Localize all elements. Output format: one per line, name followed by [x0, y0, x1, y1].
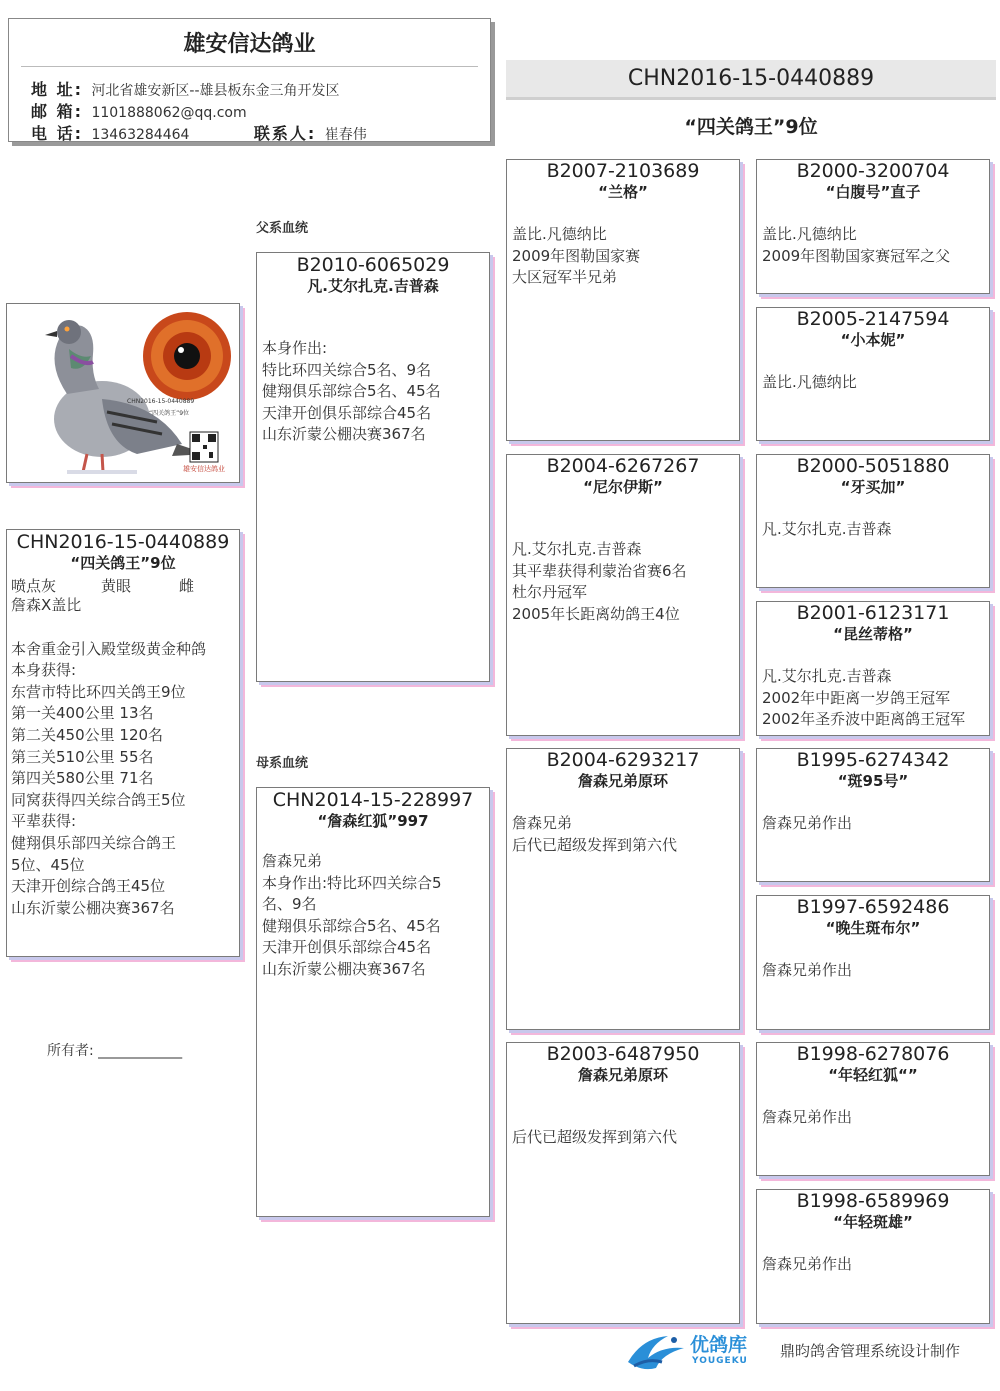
grandparent-nickname: 詹森兄弟原环: [577, 1066, 668, 1084]
great-grandparent-nickname: “牙买加”: [840, 478, 906, 496]
great-grandparent-nickname: “小本妮”: [840, 331, 906, 349]
address-row: [31, 77, 340, 100]
sire-nickname: 凡.艾尔扎克.吉普森: [307, 277, 439, 295]
pigeon-illustration: [7, 304, 239, 482]
dam-description: 詹森兄弟 本身作出:特比环四关综合5 名、9名 健翔俱乐部综合5名、45名 天津开创俱乐部综合45名 山东沂蒙公棚决赛367名: [262, 852, 442, 978]
grandparent-card: [506, 748, 740, 1030]
grandparent-description: 后代已超级发挥到第六代: [512, 1128, 678, 1146]
great-grandparent-ring: B2000-3200704: [796, 160, 950, 182]
grandparent-ring: B2004-6293217: [546, 749, 700, 771]
great-grandparent-description: 凡.艾尔扎克.吉普森: [762, 520, 892, 538]
grandparent-description: 凡.艾尔扎克.吉普森 其平辈获得利蒙治省赛6名 杜尔丹冠军 2005年长距离幼鸽王4位: [512, 540, 687, 623]
great-grandparent-nickname: “斑95号”: [837, 772, 909, 790]
great-grandparent-nickname: “年轻红狐“”: [828, 1066, 918, 1084]
company-name: 雄安信达鸽业: [183, 32, 316, 57]
subject-nickname: “四关鸽王”9位: [70, 554, 176, 572]
great-grandparent-description: 詹森兄弟作出: [762, 961, 853, 979]
great-grandparent-nickname: “白腹号”直子: [825, 183, 921, 201]
phone-label: 电 话:: [31, 124, 83, 143]
grandparent-description: 盖比.凡德纳比 2009年图勒国家赛 大区冠军半兄弟: [512, 225, 641, 287]
phone-value: 13463284464: [91, 127, 190, 143]
photo-caption-ring: CHN2016-15-0440889: [127, 398, 195, 405]
great-grandparent-card: [756, 1189, 990, 1324]
great-grandparent-ring: B2000-5051880: [796, 455, 950, 477]
grandparent-ring: B2007-2103689: [546, 160, 700, 182]
subject-card: [6, 529, 240, 957]
dam-line-label: 母系血统: [256, 756, 309, 771]
grandparent-nickname: “尼尔伊斯”: [583, 478, 663, 496]
grandparent-nickname: “兰格”: [598, 183, 648, 201]
photo-caption-title: “四关鸽王”9位: [149, 410, 190, 417]
great-grandparent-card: [756, 601, 990, 736]
great-grandparent-card: [756, 159, 990, 294]
subject-traits: [7, 573, 239, 595]
address-label: 地 址:: [31, 80, 83, 99]
great-grandparent-ring: B2005-2147594: [796, 308, 950, 330]
great-grandparent-description: 盖比.凡德纳比: [762, 373, 857, 391]
great-grandparent-nickname: “年轻斑雄”: [833, 1213, 913, 1231]
grandparent-card: [506, 1042, 740, 1324]
great-grandparent-card: [756, 895, 990, 1030]
phone-row: [31, 121, 367, 144]
subject-description: 本舍重金引入殿堂级黄金种鸽 本身获得: 东营市特比环四关鸽王9位 第一关400公里 13名 第二关450公里 120名 第三关510公里 55名 第四关580公里 71名 同窝获得四关综合鸽王5位 平辈获得: 健翔俱乐部四关综合鸽王 5位、45位 天津开创综合鸽王45位 山东沂蒙公棚决赛367名: [11, 639, 207, 917]
subject-ring: CHN2016-15-0440889: [16, 531, 230, 553]
dam-card: [256, 787, 490, 1217]
great-grandparent-ring: B1997-6592486: [796, 896, 950, 918]
wave-logo-icon: [622, 1328, 692, 1374]
owner-field: 所有者: ____________: [47, 1043, 183, 1059]
great-grandparent-description: 詹森兄弟作出: [762, 814, 853, 832]
subject-eye: 黄眼: [101, 577, 132, 595]
dam-nickname: “詹森红狐”997: [317, 812, 429, 830]
great-grandparent-ring: B1998-6278076: [796, 1043, 950, 1065]
great-grandparent-card: [756, 1042, 990, 1176]
subject-color: 喷点灰: [11, 577, 57, 595]
subject-sex: 雌: [179, 577, 195, 595]
great-grandparent-description: 凡.艾尔扎克.吉普森 2002年中距离一岁鸽王冠军 2002年圣乔波中距离鸽王冠军: [762, 667, 966, 729]
photo-brand: 雄安信达鸽业: [183, 465, 225, 473]
contact-value: 崔春伟: [324, 127, 367, 143]
dam-ring: CHN2014-15-228997: [272, 789, 474, 811]
great-grandparent-ring: B2001-6123171: [796, 602, 950, 624]
address-value: 河北省雄安新区--雄县板东金三角开发区: [91, 83, 340, 99]
great-grandparent-nickname: “晚生斑布尔”: [825, 919, 921, 937]
logo-en-text: YOUGEKU: [692, 1356, 748, 1366]
sire-description: 本身作出: 特比环四关综合5名、9名 健翔俱乐部综合5名、45名 天津开创俱乐部综合45名 山东沂蒙公棚决赛367名: [262, 339, 441, 444]
great-grandparent-card: [756, 748, 990, 882]
footer-credit: 鼎昀鸽舍管理系统设计制作: [780, 1342, 961, 1360]
email-row: [31, 99, 247, 122]
yougeku-logo: [622, 1328, 772, 1374]
great-grandparent-description: 盖比.凡德纳比 2009年图勒国家赛冠军之父: [762, 225, 951, 265]
pigeon-photo: [6, 303, 240, 483]
great-grandparent-ring: B1998-6589969: [796, 1190, 950, 1212]
great-grandparent-description: 詹森兄弟作出: [762, 1108, 853, 1126]
grandparent-ring: B2003-6487950: [546, 1043, 700, 1065]
main-title: “四关鸽王”9位: [684, 116, 818, 138]
grandparent-description: 詹森兄弟 后代已超级发挥到第六代: [512, 814, 678, 854]
grandparent-card: [506, 159, 740, 441]
sire-card: [256, 252, 490, 682]
breeder-info-card: [8, 18, 491, 142]
logo-cn-text: 优鸽库: [690, 1334, 748, 1356]
email-value: 1101888062@qq.com: [91, 105, 247, 121]
contact-label: 联系人:: [253, 124, 317, 143]
header-divider: [21, 66, 478, 67]
great-grandparent-ring: B1995-6274342: [796, 749, 950, 771]
grandparent-nickname: 詹森兄弟原环: [577, 772, 668, 790]
great-grandparent-description: 詹森兄弟作出: [762, 1255, 853, 1273]
main-ring-number: CHN2016-15-0440889: [627, 66, 875, 91]
subject-lineage: 詹森X盖比: [11, 596, 82, 614]
sire-line-label: 父系血统: [256, 221, 309, 236]
great-grandparent-card: [756, 454, 990, 588]
great-grandparent-nickname: “昆丝蒂格”: [833, 625, 913, 643]
main-ring-band: [506, 60, 996, 100]
sire-ring: B2010-6065029: [296, 254, 450, 276]
grandparent-card: [506, 454, 740, 736]
email-label: 邮 箱:: [31, 102, 83, 121]
grandparent-ring: B2004-6267267: [546, 455, 700, 477]
great-grandparent-card: [756, 307, 990, 441]
